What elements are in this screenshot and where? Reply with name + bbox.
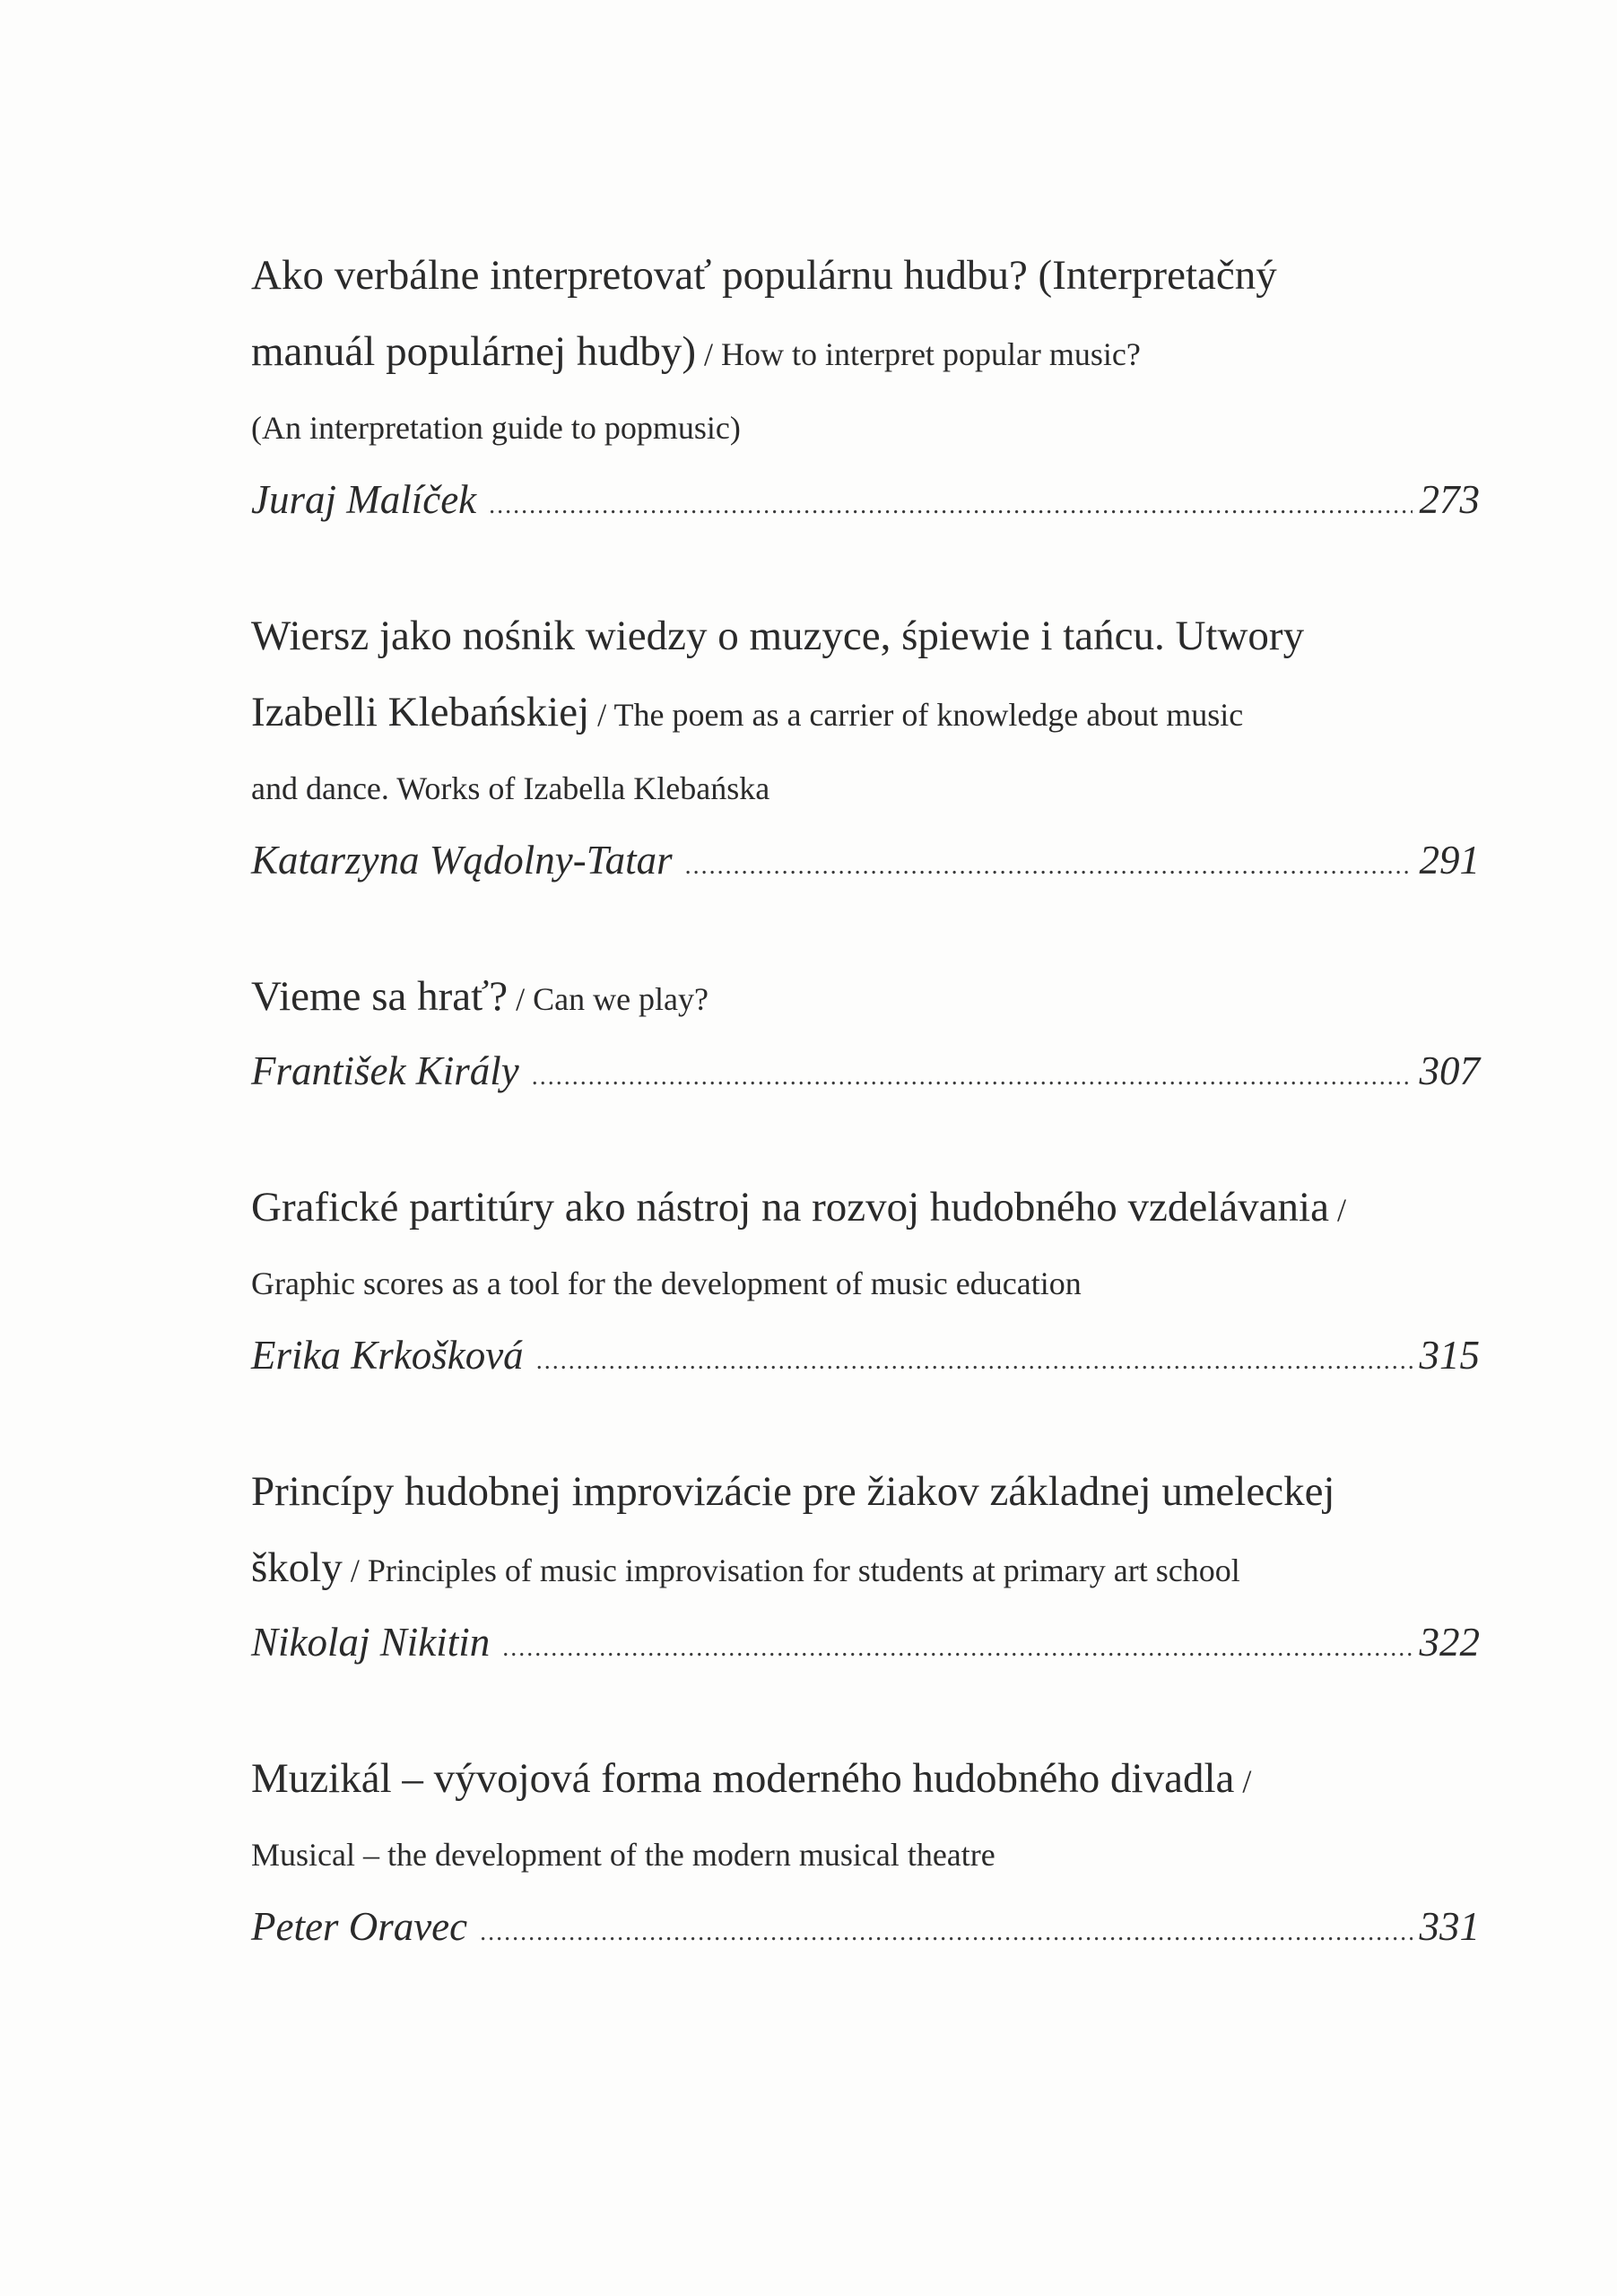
entry-title-line <box>251 1174 1480 1250</box>
dot-leader <box>532 1046 1413 1109</box>
page-number: 315 <box>1419 1333 1480 1378</box>
title-english: How to interpret popular music? <box>721 336 1141 372</box>
title-english: Can we play? <box>533 981 709 1017</box>
title-original: Wiersz jako nośnik wiedzy o muzyce, śpiewie i tańcu. Utwory <box>251 613 1305 659</box>
page-number: 331 <box>1419 1904 1480 1949</box>
author-name: Katarzyna Wądolny-Tatar <box>251 838 673 883</box>
page-number: 322 <box>1419 1620 1480 1665</box>
title-separator: / <box>1234 1763 1252 1799</box>
author-name: František Király <box>251 1048 519 1093</box>
entry-title-line <box>251 1535 1480 1611</box>
toc-entry <box>251 1174 1480 1393</box>
author-line <box>251 1324 1480 1393</box>
title-english: The poem as a carrier of knowledge about music <box>613 697 1244 733</box>
author-line <box>251 1039 1480 1109</box>
title-english: and dance. Works of Izabella Klebańska <box>251 770 770 806</box>
author-name: Nikolaj Nikitin <box>251 1620 491 1665</box>
title-english: Graphic scores as a tool for the development of music education <box>251 1265 1082 1301</box>
page-number: 273 <box>1419 477 1480 522</box>
entry-title-line <box>251 242 1480 318</box>
author-line <box>251 829 1480 898</box>
dot-leader <box>480 1901 1412 1964</box>
author-name: Peter Oravec <box>251 1904 468 1949</box>
toc-entry <box>251 1458 1480 1680</box>
dot-leader <box>536 1330 1413 1393</box>
title-separator: / <box>695 336 721 372</box>
dot-leader <box>489 474 1412 537</box>
title-original: Vieme sa hrať? <box>251 973 509 1020</box>
author-name: Juraj Malíček <box>251 477 477 522</box>
title-original: Ako verbálne interpretovať populárnu hudbu? (Interpretačný <box>251 252 1277 299</box>
author-line <box>251 1611 1480 1680</box>
page-number: 307 <box>1419 1048 1480 1093</box>
toc-entry <box>251 242 1480 537</box>
title-english: (An interpretation guide to popmusic) <box>251 410 741 446</box>
toc-entry <box>251 1745 1480 1964</box>
title-separator: / <box>342 1552 368 1588</box>
entry-title-line <box>251 963 1480 1039</box>
title-original: Muzikál – vývojová forma moderného hudobného divadla <box>251 1755 1235 1802</box>
entry-title-line <box>251 679 1480 755</box>
title-original: školy <box>251 1544 343 1591</box>
entry-title-line <box>251 755 1480 829</box>
title-original: manuál populárnej hudby) <box>251 328 696 375</box>
entry-title-line <box>251 395 1480 468</box>
author-name: Erika Krkošková <box>251 1333 524 1378</box>
toc-entry <box>251 603 1480 898</box>
title-original: Princípy hudobnej improvizácie pre žiakov základnej umeleckej <box>251 1468 1335 1515</box>
toc-entry <box>251 963 1480 1109</box>
title-english: Musical – the development of the modern musical theatre <box>251 1837 995 1873</box>
title-separator: / <box>508 981 534 1017</box>
dot-leader <box>685 835 1413 898</box>
table-of-contents <box>251 242 1480 1964</box>
title-english: Principles of music improvisation for students at primary art school <box>367 1552 1240 1588</box>
author-line <box>251 468 1480 537</box>
entry-title-line <box>251 1745 1480 1822</box>
title-separator: / <box>1328 1192 1346 1228</box>
entry-title-line <box>251 318 1480 395</box>
entry-title-line <box>251 1458 1480 1535</box>
entry-title-line <box>251 603 1480 679</box>
entry-title-line <box>251 1250 1480 1324</box>
title-separator: / <box>589 697 614 733</box>
page-number: 291 <box>1419 838 1480 883</box>
author-line <box>251 1895 1480 1964</box>
title-original: Grafické partitúry ako nástroj na rozvoj hudobného vzdelávania <box>251 1184 1329 1231</box>
title-original: Izabelli Klebańskiej <box>251 689 590 735</box>
dot-leader <box>502 1617 1412 1680</box>
entry-title-line <box>251 1822 1480 1895</box>
